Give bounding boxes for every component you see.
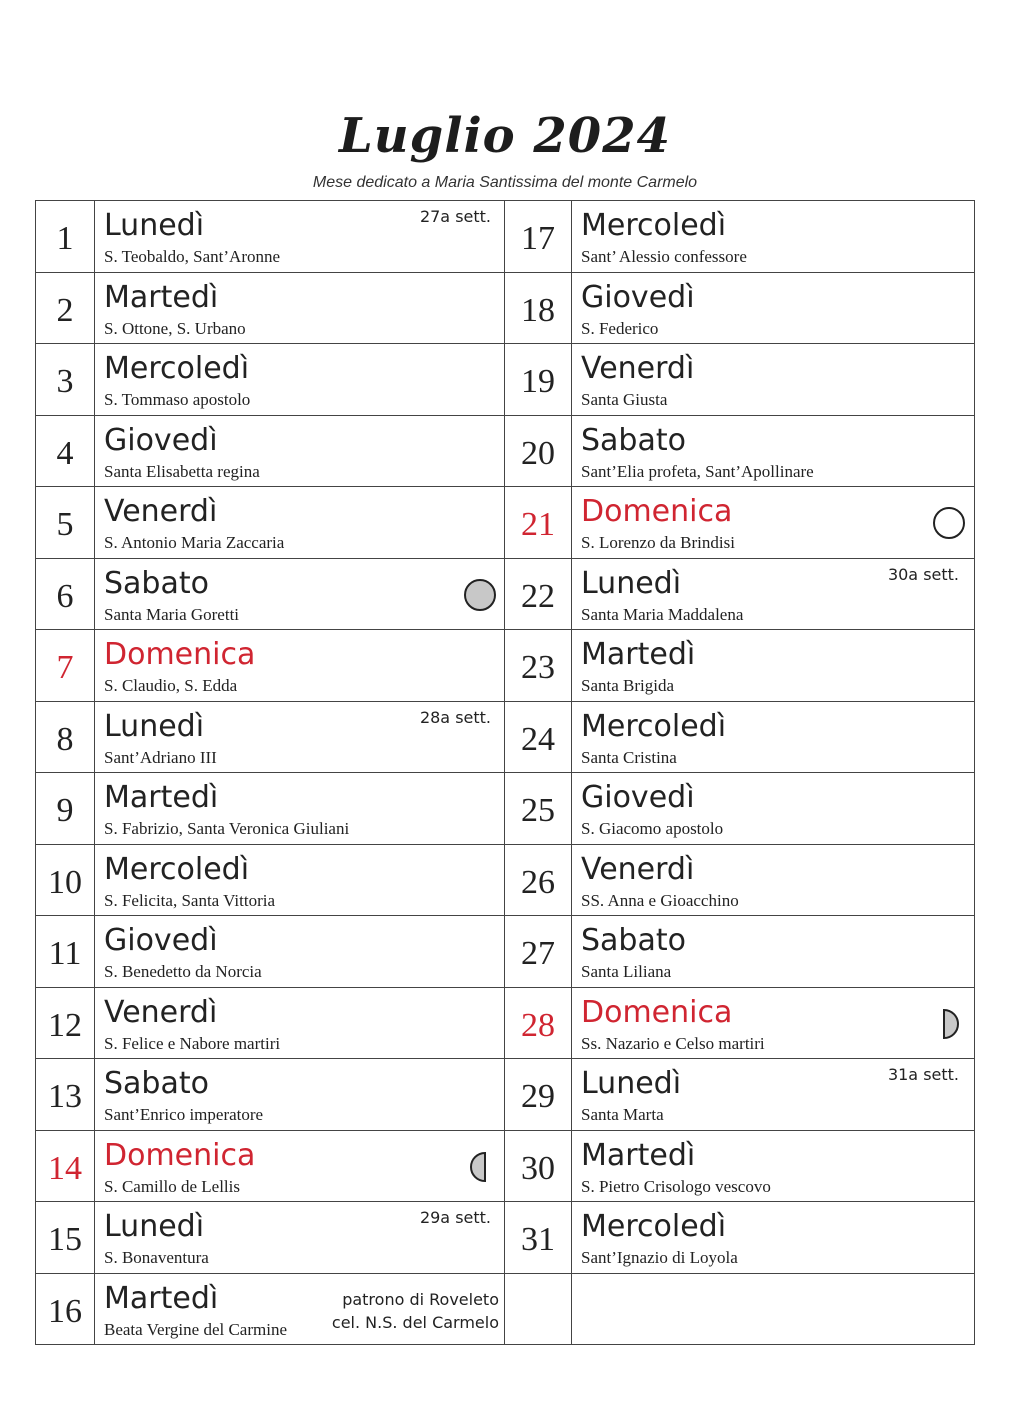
day-number: 22: [505, 559, 572, 630]
weekday-name: Giovedì: [581, 780, 695, 815]
day-row: [505, 559, 974, 631]
saint-name: S. Bonaventura: [104, 1248, 209, 1267]
saint-name: S. Felicita, Santa Vittoria: [104, 890, 276, 910]
weekday-name: Domenica: [581, 994, 733, 1030]
week-number: 28a sett.: [419, 707, 491, 727]
weekday-name: Mercoledì: [104, 851, 250, 887]
day-number: 2: [36, 273, 95, 344]
day-number: 1: [36, 201, 95, 272]
week-number: 31a sett.: [887, 1065, 959, 1084]
day-number: 10: [36, 845, 95, 916]
day-number: 5: [36, 487, 95, 558]
day-number: 23: [505, 630, 572, 701]
saint-name: Santa Maria Maddalena: [581, 604, 744, 624]
weekday-name: Sabato: [581, 422, 686, 458]
weekday-name: Venerdì: [581, 351, 695, 386]
saint-name: Santa Elisabetta regina: [104, 461, 260, 481]
day-number: 16: [36, 1274, 95, 1345]
saint-name: Sant’Enrico imperatore: [104, 1105, 264, 1124]
day-number: 20: [505, 416, 572, 487]
day-row: [36, 1059, 505, 1131]
weekday-name: Mercoledì: [581, 708, 727, 744]
saint-name: S. Benedetto da Norcia: [104, 962, 262, 981]
day-row: [36, 344, 505, 416]
weekday-name: Lunedì: [581, 565, 682, 601]
weekday-name: Martedì: [581, 1137, 696, 1173]
day-row: [505, 273, 974, 345]
day-number: 28: [505, 988, 572, 1059]
day-number: 26: [505, 845, 572, 916]
saint-name: SS. Anna e Gioacchino: [581, 890, 739, 910]
saint-name: Beata Vergine del Carmine: [104, 1319, 288, 1339]
weekday-name: Giovedì: [104, 923, 218, 958]
day-row: [505, 1059, 974, 1131]
day-row: [505, 201, 974, 273]
weekday-name: Mercoledì: [581, 1209, 727, 1244]
empty-cell: [505, 1274, 974, 1346]
calendar-column-right: [504, 200, 975, 1345]
weekday-name: Domenica: [581, 494, 733, 529]
weekday-name: Lunedì: [581, 1066, 682, 1101]
day-number: 21: [505, 487, 572, 558]
day-row: [505, 845, 974, 917]
day-number: 15: [36, 1202, 95, 1273]
day-note-line: cel. N.S. del Carmelo: [331, 1312, 499, 1332]
day-row: [36, 630, 505, 702]
weekday-name: Martedì: [104, 1280, 219, 1316]
saint-name: S. Federico: [581, 318, 659, 338]
weekday-name: Domenica: [104, 637, 256, 672]
weekday-name: Sabato: [104, 1066, 209, 1101]
day-row: [36, 845, 505, 917]
day-number: 7: [36, 630, 95, 701]
day-row: [36, 1202, 505, 1274]
weekday-name: Mercoledì: [104, 351, 250, 386]
day-row: [505, 416, 974, 488]
day-row: [505, 1202, 974, 1274]
weekday-name: Domenica: [104, 1137, 256, 1173]
day-row: [36, 201, 505, 273]
saint-name: S. Camillo de Lellis: [104, 1176, 240, 1196]
weekday-name: Martedì: [104, 279, 219, 315]
weekday-name: Venerdì: [104, 494, 218, 529]
day-row: [36, 273, 505, 345]
weekday-name: Lunedì: [104, 1209, 205, 1244]
day-number: 17: [505, 201, 572, 272]
day-number: 3: [36, 344, 95, 415]
day-row: [36, 559, 505, 631]
day-row: [505, 487, 974, 559]
saint-name: Sant’Adriano III: [104, 747, 217, 767]
day-row: [36, 916, 505, 988]
saint-name: S. Teobaldo, Sant’Aronne: [104, 247, 281, 266]
day-row: [505, 702, 974, 774]
day-row: [36, 773, 505, 845]
page-title: Luglio 2024: [339, 108, 671, 164]
day-row: [36, 702, 505, 774]
day-number: 29: [505, 1059, 572, 1130]
day-row: [36, 1131, 505, 1203]
day-number: 24: [505, 702, 572, 773]
saint-name: S. Ottone, S. Urbano: [104, 318, 246, 338]
saint-name: Sant’Ignazio di Loyola: [581, 1248, 738, 1267]
saint-name: S. Lorenzo da Brindisi: [581, 533, 735, 552]
day-number: 14: [36, 1131, 95, 1202]
last-quarter-moon-icon: [932, 1007, 966, 1041]
day-row: [505, 1131, 974, 1203]
weekday-name: Sabato: [581, 923, 686, 958]
day-row: [36, 487, 505, 559]
day-number: 4: [36, 416, 95, 487]
day-number: 30: [505, 1131, 572, 1202]
saint-name: Santa Brigida: [581, 676, 675, 695]
weekday-name: Sabato: [104, 565, 209, 601]
day-number: 31: [505, 1202, 572, 1273]
day-number: 11: [36, 916, 95, 987]
day-number: 27: [505, 916, 572, 987]
saint-name: Sant’ Alessio confessore: [581, 247, 747, 266]
day-number: 19: [505, 344, 572, 415]
weekday-name: Lunedì: [104, 208, 205, 243]
day-number: 8: [36, 702, 95, 773]
weekday-name: Venerdì: [104, 994, 218, 1030]
saint-name: Santa Marta: [581, 1105, 664, 1124]
day-row: [36, 988, 505, 1060]
saint-name: Santa Liliana: [581, 962, 672, 981]
saint-name: Ss. Nazario e Celso martiri: [581, 1033, 765, 1053]
saint-name: S. Felice e Nabore martiri: [104, 1033, 281, 1053]
saint-name: S. Fabrizio, Santa Veronica Giuliani: [104, 819, 350, 838]
day-number: 6: [36, 559, 95, 630]
day-row: [505, 344, 974, 416]
day-note: [332, 1288, 499, 1334]
day-row: [505, 988, 974, 1060]
day-number: 25: [505, 773, 572, 844]
saint-name: S. Tommaso apostolo: [104, 390, 251, 409]
saint-name: Santa Maria Goretti: [104, 604, 240, 624]
day-row: [36, 1274, 505, 1346]
calendar-column-left: [35, 200, 505, 1345]
day-row: [505, 630, 974, 702]
week-number: 30a sett.: [887, 564, 959, 584]
saint-name: S. Claudio, S. Edda: [104, 676, 238, 695]
day-row: [505, 773, 974, 845]
saint-name: Santa Cristina: [581, 747, 677, 767]
first-quarter-moon-icon: [463, 1150, 497, 1184]
empty-number-cell: [505, 1274, 572, 1345]
day-row: [36, 416, 505, 488]
week-number: 29a sett.: [419, 1208, 491, 1227]
day-row: [505, 916, 974, 988]
weekday-name: Lunedì: [104, 708, 205, 744]
saint-name: S. Giacomo apostolo: [581, 819, 724, 838]
full-moon-icon: [932, 506, 966, 540]
day-number: 13: [36, 1059, 95, 1130]
weekday-name: Giovedì: [581, 279, 695, 315]
day-number: 12: [36, 988, 95, 1059]
saint-name: Sant’Elia profeta, Sant’Apollinare: [581, 461, 814, 481]
saint-name: S. Antonio Maria Zaccaria: [104, 533, 285, 552]
weekday-name: Martedì: [104, 780, 219, 815]
weekday-name: Venerdì: [581, 851, 695, 887]
new-moon-icon: [463, 578, 497, 612]
weekday-name: Mercoledì: [581, 208, 727, 243]
weekday-name: Martedì: [581, 637, 696, 672]
calendar-grid: [35, 200, 975, 1345]
day-number: 18: [505, 273, 572, 344]
week-number: 27a sett.: [419, 207, 491, 226]
saint-name: S. Pietro Crisologo vescovo: [581, 1176, 771, 1196]
weekday-name: Giovedì: [104, 422, 218, 458]
day-note-line: patrono di Roveleto: [342, 1289, 499, 1309]
day-number: 9: [36, 773, 95, 844]
saint-name: Santa Giusta: [581, 390, 668, 409]
page-subtitle: Mese dedicato a Maria Santissima del monte Carmelo: [312, 174, 698, 191]
